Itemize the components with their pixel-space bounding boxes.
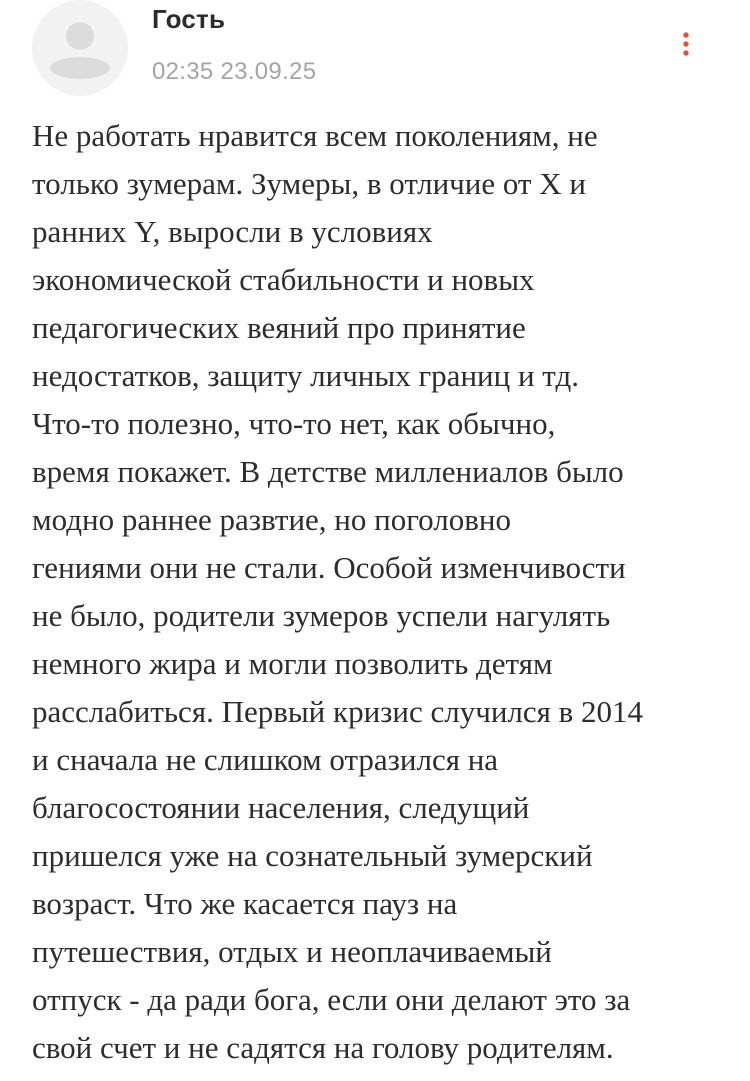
- comment-body: Не работать нравится всем поколениям, не только зумерам. Зумеры, в отличие от X и ранних Y, выросли в условиях экономической стабильности и новых педагогических веяний про принятие недостатков, защиту личных границ и тд. Что-то полезно, что-то нет, как обычно, время покажет. В детстве миллениалов было модно раннее развтие, но поголовно гениями они не стали. Особой изменчивости не было, родители зумеров успели нагулять немного жира и могли позволить детям расслабиться. Первый кризис случился в 2014 и сначала не слишком отразился на благосостоянии населения, следущий пришелся уже на сознательный зумерский возраст. Что же касается пауз на путешествия, отдых и неоплачиваемый отпуск - да ради бога, если они делают это за свой счет и не садятся на голову родителям.: [32, 118, 644, 1065]
- comment-menu-button[interactable]: [672, 28, 700, 64]
- avatar[interactable]: [32, 0, 128, 96]
- user-placeholder-icon: [32, 0, 128, 96]
- comment-timestamp: 02:35 23.09.25: [152, 58, 317, 85]
- more-vertical-icon: [672, 28, 700, 64]
- author-name[interactable]: Гость: [152, 4, 226, 34]
